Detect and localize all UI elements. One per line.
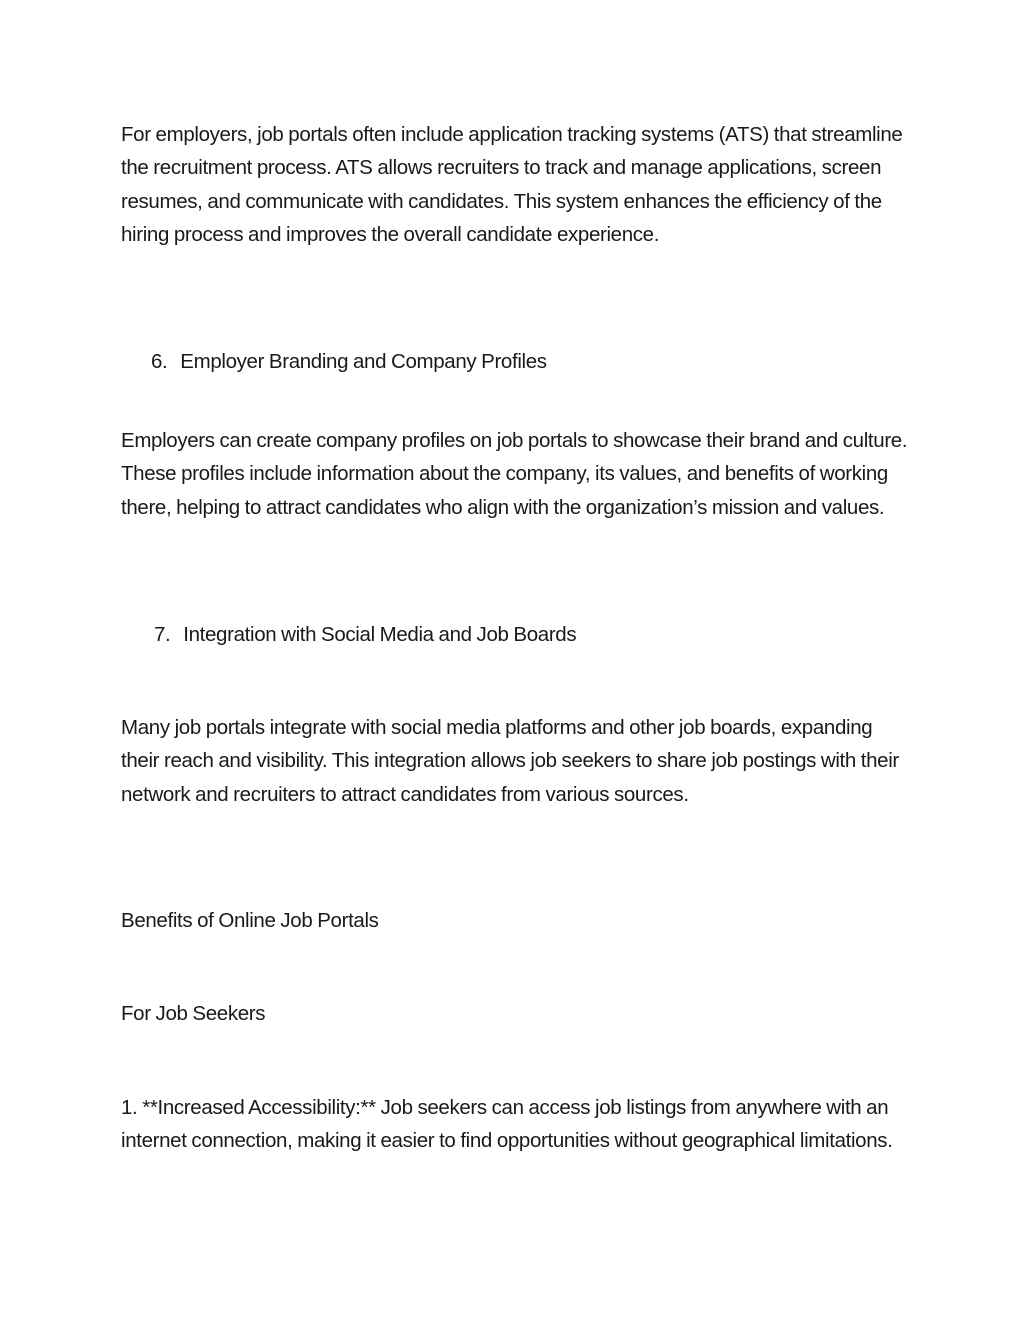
section-heading-employer-branding [151,345,547,378]
heading-for-job-seekers: For Job Seekers [121,1002,266,1025]
paragraph-increased-accessibility: 1. **Increased Accessibility:** Job seekers can access job listings from anywhere with an internet connection, making it easier to find opportunities without geographical limitations. [121,1096,893,1153]
section-title: Integration with Social Media and Job Boards [183,623,577,646]
paragraph-integration: Many job portals integrate with social media platforms and other job boards, expanding their reach and visibility. This integration allows job seekers to share job postings with their network and recruiters to attract candidates from various sources. [121,716,899,806]
paragraph-employer-branding: Employers can create company profiles on job portals to showcase their brand and culture. These profiles include information about the company, its values, and benefits of working there, helping to attract candidates who align with the organization’s mission and values. [121,429,908,519]
section-heading-integration [154,618,576,651]
heading-benefits: Benefits of Online Job Portals [121,909,379,932]
section-number: 7. [154,623,171,646]
paragraph-ats: For employers, job portals often include application tracking systems (ATS) that streamline the recruitment process. ATS allows recruiters to track and manage applications, screen resumes, and communicate with candidates. This system enhances the efficiency of the hiring process and improves the overall candidate experience. [121,123,903,247]
section-title: Employer Branding and Company Profiles [180,350,547,373]
section-number: 6. [151,350,168,373]
